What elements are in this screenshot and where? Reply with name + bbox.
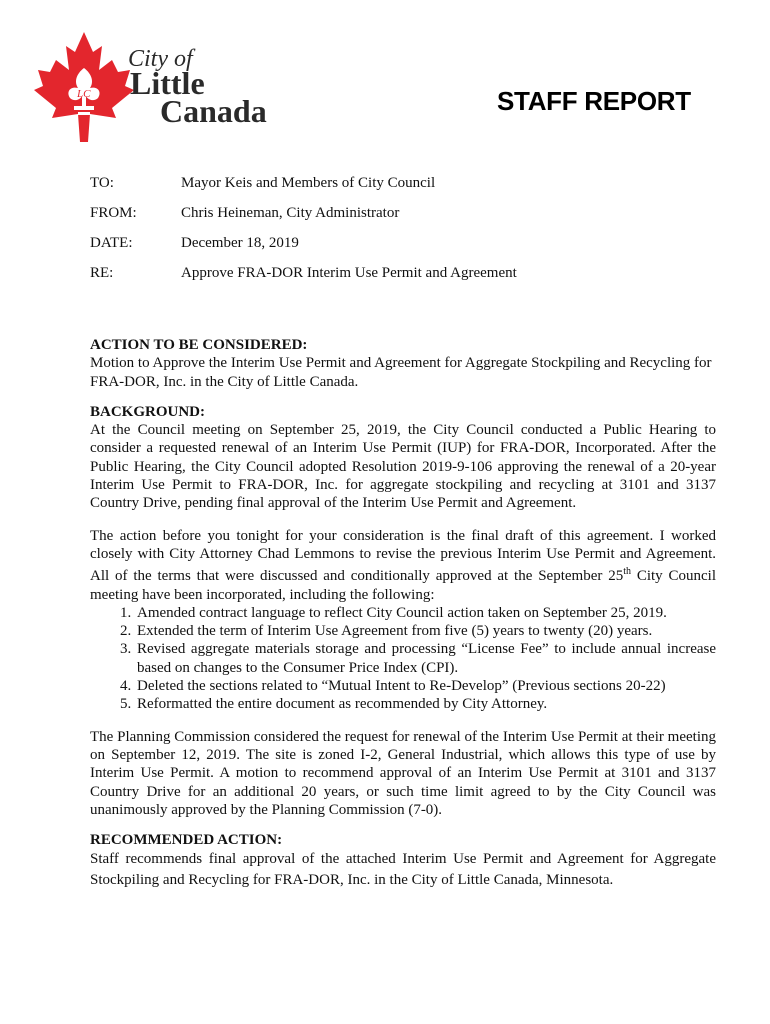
memo-value: Mayor Keis and Members of City Council [181,175,436,191]
memo-row-re [90,262,730,292]
superscript: th [623,566,631,578]
recommended-heading: RECOMMENDED ACTION: [90,832,283,849]
list-item: 5. Reformatted the entire document as recommended by City Attorney. [135,695,716,713]
changes-list [90,604,716,714]
recommended-text: Staff recommends final approval of the attached Interim Use Permit and Agreement for Aggregate Stockpiling and Recycling for FRA-DOR, Inc. in the City of Little Canada, Minnesota. [90,851,716,889]
background-heading: BACKGROUND: [90,403,205,420]
paragraph-text: The action before you tonight for your consideration is the final draft of this agreement. I worked closely with City Attorney Chad Lemmons to revise the previous Interim Use Permit and Agreement. All of the terms that were discussed and conditionally approved at the September 25 [90,527,716,585]
city-logo [30,30,310,150]
report-title: STAFF REPORT [497,86,691,116]
memo-value: Approve FRA-DOR Interim Use Permit and Agreement [181,265,517,281]
background-section [90,403,716,819]
list-item: 1. Amended contract language to reflect City Council action taken on September 25, 2019. [135,604,716,622]
list-item: 3. Revised aggregate materials storage and processing “License Fee” to include annual increase based on changes to the Consumer Price Index (CPI). [135,640,716,677]
memo-row-to [90,172,730,202]
memo-value: December 18, 2019 [181,235,299,251]
memo-key: RE: [90,265,114,281]
memo-key: DATE: [90,235,133,251]
memo-header [90,172,730,292]
logo-line-2: Little [130,65,205,101]
memo-key: TO: [90,175,114,191]
logo-line-1: City of [128,46,193,72]
list-item: 2. Extended the term of Interim Use Agreement from five (5) years to twenty (20) years. [135,622,716,640]
recommended-section [90,831,716,891]
action-section [90,336,716,391]
action-heading: ACTION TO BE CONSIDERED: [90,337,308,353]
memo-row-from [90,202,730,232]
paragraph-text: City Council meeting have been incorporated, including the following: [90,568,716,603]
logo-monogram: LC [77,88,91,100]
background-paragraph-3: The Planning Commission considered the request for renewal of the Interim Use Permit at their meeting on September 12, 2019. The site is zoned I-2, General Industrial, which allows this type of use by Interim Use Permit. A motion to recommend approval of an Interim Use Permit at 3101 and 3137 Country Drive for an additional 20 years, or such time limit agreed to by the City Council was unanimously approved by the Planning Commission (7-0). [90,728,716,818]
list-item: 4. Deleted the sections related to “Mutual Intent to Re-Develop” (Previous sections 20-22) [135,677,716,695]
report-body [90,336,716,903]
memo-value: Chris Heineman, City Administrator [181,205,400,221]
background-paragraph-2 [90,527,716,604]
memo-row-date [90,232,730,262]
memo-key: FROM: [90,205,137,221]
action-text: Motion to Approve the Interim Use Permit and Agreement for Aggregate Stockpiling and Recycling for FRA-DOR, Inc. in the City of Little Canada. [90,355,712,390]
logo-line-3: Canada [160,93,267,129]
background-paragraph-1: At the Council meeting on September 25, 2019, the City Council conducted a Public Hearing to consider a requested renewal of an Interim Use Permit (IUP) for FRA-DOR, Incorporated. After the Public Hearing, the City Council adopted Resolution 2019-9-106 approving the renewal of a 20-year Interim Use Permit to FRA-DOR, Inc. for aggregate stockpiling and recycling at 3101 and 3137 Country Drive, pending final approval of the Interim Use Permit and Agreement. [90,422,716,512]
